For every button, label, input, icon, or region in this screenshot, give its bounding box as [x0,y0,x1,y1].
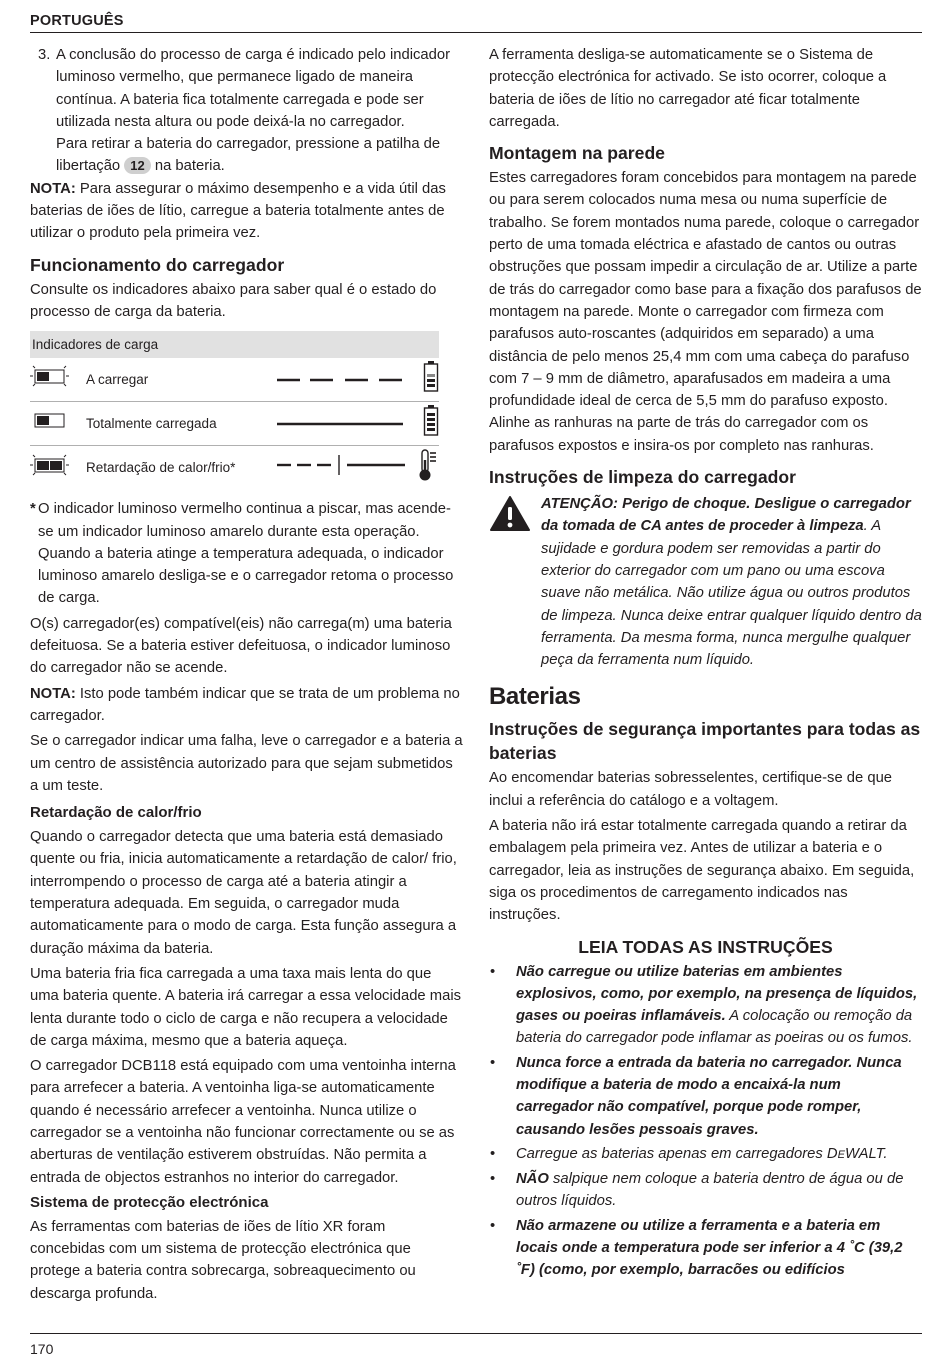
note-label: NOTA: [30,180,76,197]
warning-block [489,493,922,671]
page-number: 170 [30,1341,54,1357]
warning-text [541,493,922,671]
chapter-heading-baterias: Baterias [489,683,581,711]
step-line: Para retirar a bateria do carregador, pressione a patilha de [56,136,441,153]
subsection-heading-sistema: Sistema de protecção electrónica [30,1193,269,1211]
paragraph: O(s) carregador(es) compatível(eis) não carrega(m) uma bateria defeituosa. Se a bateria estiver defeituosa, o indicador luminoso do carregador não se acende. [30,615,452,677]
list-item [489,1052,922,1141]
footnote-text: O indicador luminoso vermelho continua a piscar, mas acende-se um indicador luminoso amarelo durante esta operação. Quando a bateria atinge a temperatura adequada, o indicador luminoso amarelo desliga-se e o carregador retoma o processo de carga. [38,501,454,607]
bullet-body-text: Carregue as baterias apenas em carregadores D [516,1145,838,1162]
bullet-text [516,1168,922,1213]
step-text [56,44,450,178]
release-latch-number-badge: 12 [124,157,150,174]
red-blinking-light-icon [30,363,86,396]
note-paragraph [30,683,464,728]
paragraph: A bateria não irá estar totalmente carregada quando a retirar da embalagem pela primeira vez. Antes de utilizar a bateria e o carregador, leia as instruções de segurança abaixo. Em seguida, siga os procedimentos de carregamento indicados nas instruções. [489,818,915,924]
page-footer [30,1333,922,1357]
bullet-text [516,1143,922,1166]
table-row-hot-cold-delay [30,446,439,490]
paragraph: As ferramentas com baterias de iões de lítio XR foram concebidas com um sistema de protecção electrónica que protege a bateria contra sobrecarga, sobreaquecimento ou descarga profunda. [30,1218,416,1302]
section-heading-seguranca: Instruções de segurança importantes para todas as baterias [489,719,921,764]
bullet-marker: • [490,1145,496,1162]
step-line-end: na bateria. [150,158,225,175]
bullet-body-text: WALT. [844,1145,888,1162]
bullet-body-text: A colocação ou remoção da bateria do carregador pode inflamar as poeiras ou os fumos. [516,1008,913,1047]
indicator-label: Retardação de calor/frio* [86,460,236,476]
bullet-marker: • [490,1054,496,1071]
thermometer-icon [415,448,439,489]
red-yellow-lights-icon [30,452,86,485]
step-line: luminoso vermelho, que permanece ligado de maneira [56,69,413,86]
table-header: Indicadores de carga [30,331,439,358]
right-column [489,44,922,1284]
list-item [489,1168,922,1213]
bullet-bold-text: NÃO [516,1171,549,1188]
paragraph: A ferramenta desliga-se automaticamente se o Sistema de protecção electrónica for activado. Se isto ocorrer, coloque a bateria de iões de lítio no carregador até ficar totalmente carregada. [489,47,887,130]
list-item [489,961,922,1050]
indicator-label: Totalmente carregada [86,415,217,431]
warning-triangle-icon [489,493,541,671]
bullet-marker: • [490,1217,496,1234]
list-item [489,1143,922,1166]
paragraph: Ao encomendar baterias sobresselentes, certifique-se de que inclui a referência do catálogo e a voltagem. [489,770,893,809]
section-heading-montagem: Montagem na parede [489,143,665,164]
page-header [30,10,922,33]
bullet-text: Não armazene ou utilize a ferramenta e a bateria em locais onde a temperatura pode ser inferior a 4 ˚C (39,2 ˚F) (como, por exemplo, barracões ou edifícios [516,1217,903,1279]
bullet-text [516,961,922,1050]
paragraph: O carregador DCB118 está equipado com uma ventoinha interna para arrefecer a bateria. A ventoinha liga-se automaticamente quando é necessário arrefecer a ventoinha. Nunca utilize o carregador se a ventoinha não funcionar correctamente ou se as aberturas de ventilação estiverem obstruídas. Não permita a entrada de objectos estranhos no interior do carregador. [30,1058,456,1186]
solid-pattern-icon [275,413,415,435]
step-line: utilizada nesta altura ou pode deixá-la no carregador. [56,113,405,130]
paragraph: Estes carregadores foram concebidos para montagem na parede ou para serem colocados numa mesa ou numa superfície de trabalho. Se forem montados numa parede, coloque o carregador perto de uma tomada eléctrica e afastado de cantos ou outras obstruções que possam impedir a circulação de ar. Utilize a parte de trás do carregador como base para a fixação dos parafusos de montagem na parede. Monte o carregador com firmeza com parafusos auto-roscantes (adquiridos em separado) a uma distância de pelo menos 25,4 mm com uma cabeça do parafuso com 7 – 9 mm de diâmetro, aparafusados em madeira a uma profundidade ideal de cerca de 5,5 mm do parafuso exposto. Alinhe as ranhuras na parte de trás do carregador com os parafusos expostos e insira-os por completo nas ranhuras. [489,170,922,454]
delay-pattern-icon [275,454,415,483]
numbered-step-3 [30,44,464,178]
paragraph: Quando o carregador detecta que uma bateria está demasiado quente ou fria, inicia automaticamente a retardação de calor/ frio, interrompendo o processo de carga até a bateria atingir a temperatura adequada. Em seguida, o carregador muda automaticamente para o modo de carga. Esta função assegura a duração máxima da bateria. [30,829,457,957]
note-label: NOTA: [30,685,76,702]
note-text: Isto pode também indicar que se trata de um problema no carregador. [30,685,460,724]
paragraph: Uma bateria fria fica carregada a uma taxa mais lenta do que uma bateria quente. A bateria irá carregar a essa velocidade mais lenta durante todo o ciclo de carga e não recupera a velocidade de carga máxima, mesmo que a bateria aqueça. [30,965,462,1049]
brand-small-cap: E [837,1148,845,1161]
read-all-instructions-heading: LEIA TODAS AS INSTRUÇÕES [578,936,833,957]
note-text: Para assegurar o máximo desempenho e a vida útil das baterias de iões de lítio, carregue a bateria totalmente antes de utilizar o produto pela primeira vez. [30,180,446,242]
step-line: contínua. A bateria fica totalmente carregada e pode ser [56,91,424,108]
left-column [30,44,464,1308]
table-row-charging [30,358,439,402]
bullet-bold-text: Não carregue ou utilize baterias em ambientes explosivos, como, por exemplo, na presença de líquidos, gases ou poeiras inflamáveis. [516,963,918,1025]
step-number: 3. [38,47,51,63]
warning-bold-text: ATENÇÃO: Perigo de choque. Desligue o carregador da tomada de CA antes de proceder à limpeza [541,496,911,535]
language-label: PORTUGUÊS [30,13,124,29]
bullet-text: Nunca force a entrada da bateria no carregador. Nunca modifique a bateria de modo a encaixá-la num carregador não compatível, porque pode romper, causando lesões pessoais graves. [516,1054,902,1138]
step-line: A conclusão do processo de carga é indicado pelo indicador [56,47,451,63]
paragraph: Consulte os indicadores abaixo para saber qual é o estado do processo de carga da bateria. [30,281,437,320]
paragraph: Se o carregador indicar uma falha, leve o carregador e a bateria a um centro de assistência autorizado para que sejam submetidos a um teste. [30,733,463,794]
blinking-pattern-icon [275,369,415,391]
subsection-heading-retardacao: Retardação de calor/frio [30,804,202,822]
list-item [489,1215,922,1282]
battery-charging-icon [415,360,439,399]
charge-indicators-table [30,331,439,490]
note-paragraph [30,178,464,245]
footnote-marker: * [30,501,36,518]
step-line-start: libertação [56,158,125,175]
bullet-marker: • [490,1171,496,1188]
table-row-fully-charged [30,402,439,446]
step-line [56,155,450,177]
bullet-body-text: salpique nem coloque a bateria dentro de água ou de outros líquidos. [516,1171,904,1210]
battery-full-icon [415,404,439,443]
section-heading-funcionamento: Funcionamento do carregador [30,254,285,275]
bullet-marker: • [490,963,496,980]
indicator-label: A carregar [86,371,149,387]
section-heading-limpeza: Instruções de limpeza do carregador [489,467,797,488]
red-solid-light-icon [30,407,86,440]
warning-body-text: . A sujidade e gordura podem ser removidas a partir do exterior do carregador com um pano ou uma escova suave não metálica. Não utilize água ou outros produtos de limpeza. Nunca deixe entrar qualquer líquido dentro da ferramenta. Da mesma forma, nunca mergulhe qualquer peça da ferramenta num líquido. [541,518,922,669]
footnote [30,498,464,609]
